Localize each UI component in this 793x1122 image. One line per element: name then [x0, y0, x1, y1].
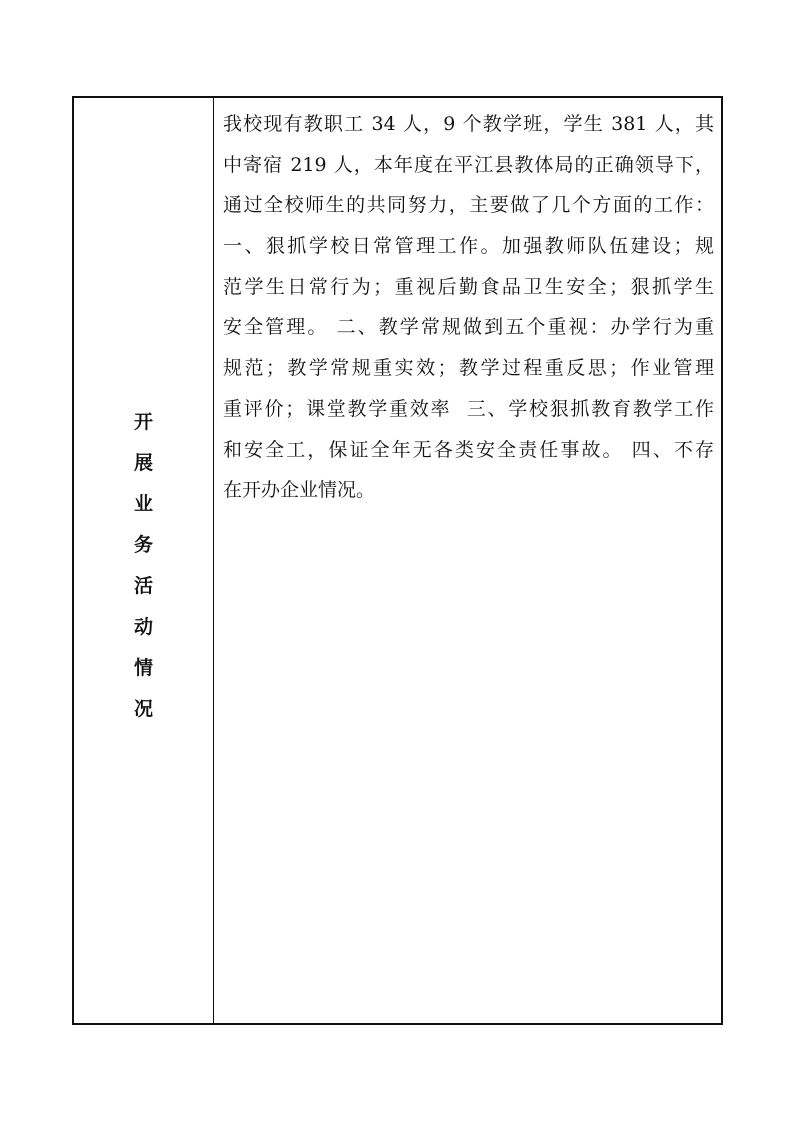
- content-line: 范学生日常行为；重视后勤食品卫生安全；狠抓学生: [223, 275, 714, 298]
- report-form-table: [72, 96, 723, 1025]
- content-line: 通过全校师生的共同努力，主要做了几个方面的工作：: [223, 194, 714, 217]
- section-label-char: 动: [133, 616, 153, 638]
- business-activity-content: [214, 98, 721, 1023]
- section-label: [74, 402, 213, 730]
- content-line: 我校现有教职工 34 人，9 个教学班，学生 381 人，其: [223, 113, 714, 135]
- content-line: 一、狠抓学校日常管理工作。加强教师队伍建设；规: [223, 235, 714, 258]
- content-line: 规范；教学常规重实效；教学过程重反思；作业管理: [223, 357, 714, 380]
- content-line: 重评价；课堂教学重效率 三、学校狠抓教育教学工作: [223, 397, 714, 420]
- section-label-char: 活: [133, 575, 153, 597]
- content-line: 在开办企业情况。: [223, 479, 376, 502]
- section-label-char: 开: [133, 411, 153, 433]
- section-label-char: 展: [133, 452, 153, 474]
- content-line: 中寄宿 219 人，本年度在平江县教体局的正确领导下，: [223, 153, 714, 176]
- section-label-char: 情: [133, 657, 153, 679]
- content-line: 和安全工，保证全年无各类安全责任事故。 四、不存: [223, 438, 714, 461]
- section-label-char: 务: [133, 534, 153, 556]
- content-line: 安全管理。 二、教学常规做到五个重视：办学行为重: [223, 316, 714, 339]
- section-label-char: 业: [133, 493, 153, 515]
- section-label-cell: [74, 98, 214, 1023]
- section-label-char: 况: [133, 698, 153, 720]
